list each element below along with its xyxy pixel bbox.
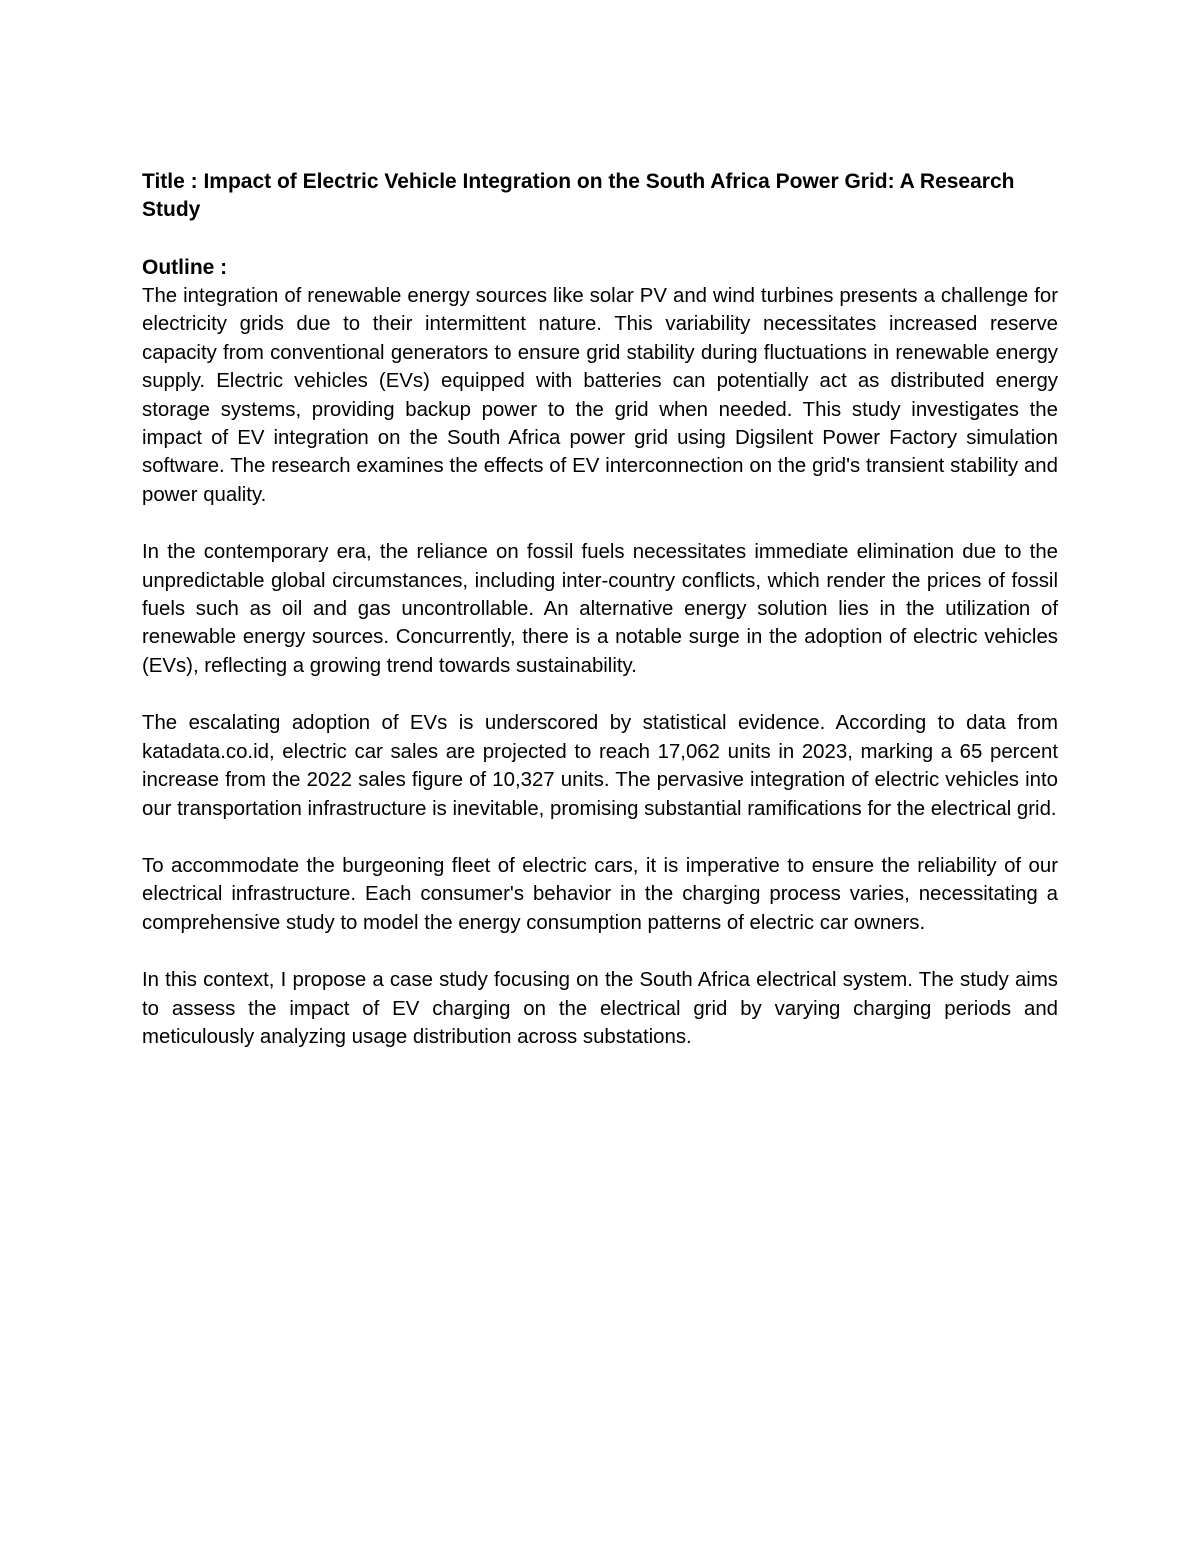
paragraph-fossil-fuels: In the contemporary era, the reliance on fossil fuels necessitates immediate elimination due to the unpredictable global circumstances, including inter-country conflicts, which render the prices of fossil fuels such as oil and gas uncontrollable. An alternative energy solution lies in the utilization of renewable energy sources. Concurrently, there is a notable surge in the adoption of electric vehicles (EVs), reflecting a growing trend towards sustainability. [142, 541, 1058, 677]
paragraph-outline: The integration of renewable energy sources like solar PV and wind turbines presents a challenge for electricity grids due to their intermittent nature. This variability necessitates increased reserve capacity from conventional generators to ensure grid stability during fluctuations in renewable energy supply. Electric vehicles (EVs) equipped with batteries can potentially act as distributed energy storage systems, providing backup power to the grid when needed. This study investigates the impact of EV integration on the South Africa power grid using Digsilent Power Factory simulation software. The research examines the effects of EV interconnection on the grid's transient stability and power quality. [142, 285, 1058, 506]
paragraph-case-study: In this context, I propose a case study focusing on the South Africa electrical system. The study aims to assess the impact of EV charging on the electrical grid by varying charging periods and meticulously analyzing usage distribution across substations. [142, 969, 1058, 1048]
paragraph-ev-adoption: The escalating adoption of EVs is underscored by statistical evidence. According to data from katadata.co.id, electric car sales are projected to reach 17,062 units in 2023, marking a 65 percent increase from the 2022 sales figure of 10,327 units. The pervasive integration of electric vehicles into our transportation infrastructure is inevitable, promising substantial ramifications for the electrical grid. [142, 712, 1058, 820]
document-page [142, 168, 1058, 1051]
paragraph-infrastructure: To accommodate the burgeoning fleet of electric cars, it is imperative to ensure the reliability of our electrical infrastructure. Each consumer's behavior in the charging process varies, necessitating a comprehensive study to model the energy consumption patterns of electric car owners. [142, 854, 1058, 934]
outline-heading: Outline : [142, 256, 228, 279]
document-title: Title : Impact of Electric Vehicle Integration on the South Africa Power Grid: A Research Study [142, 170, 1015, 221]
